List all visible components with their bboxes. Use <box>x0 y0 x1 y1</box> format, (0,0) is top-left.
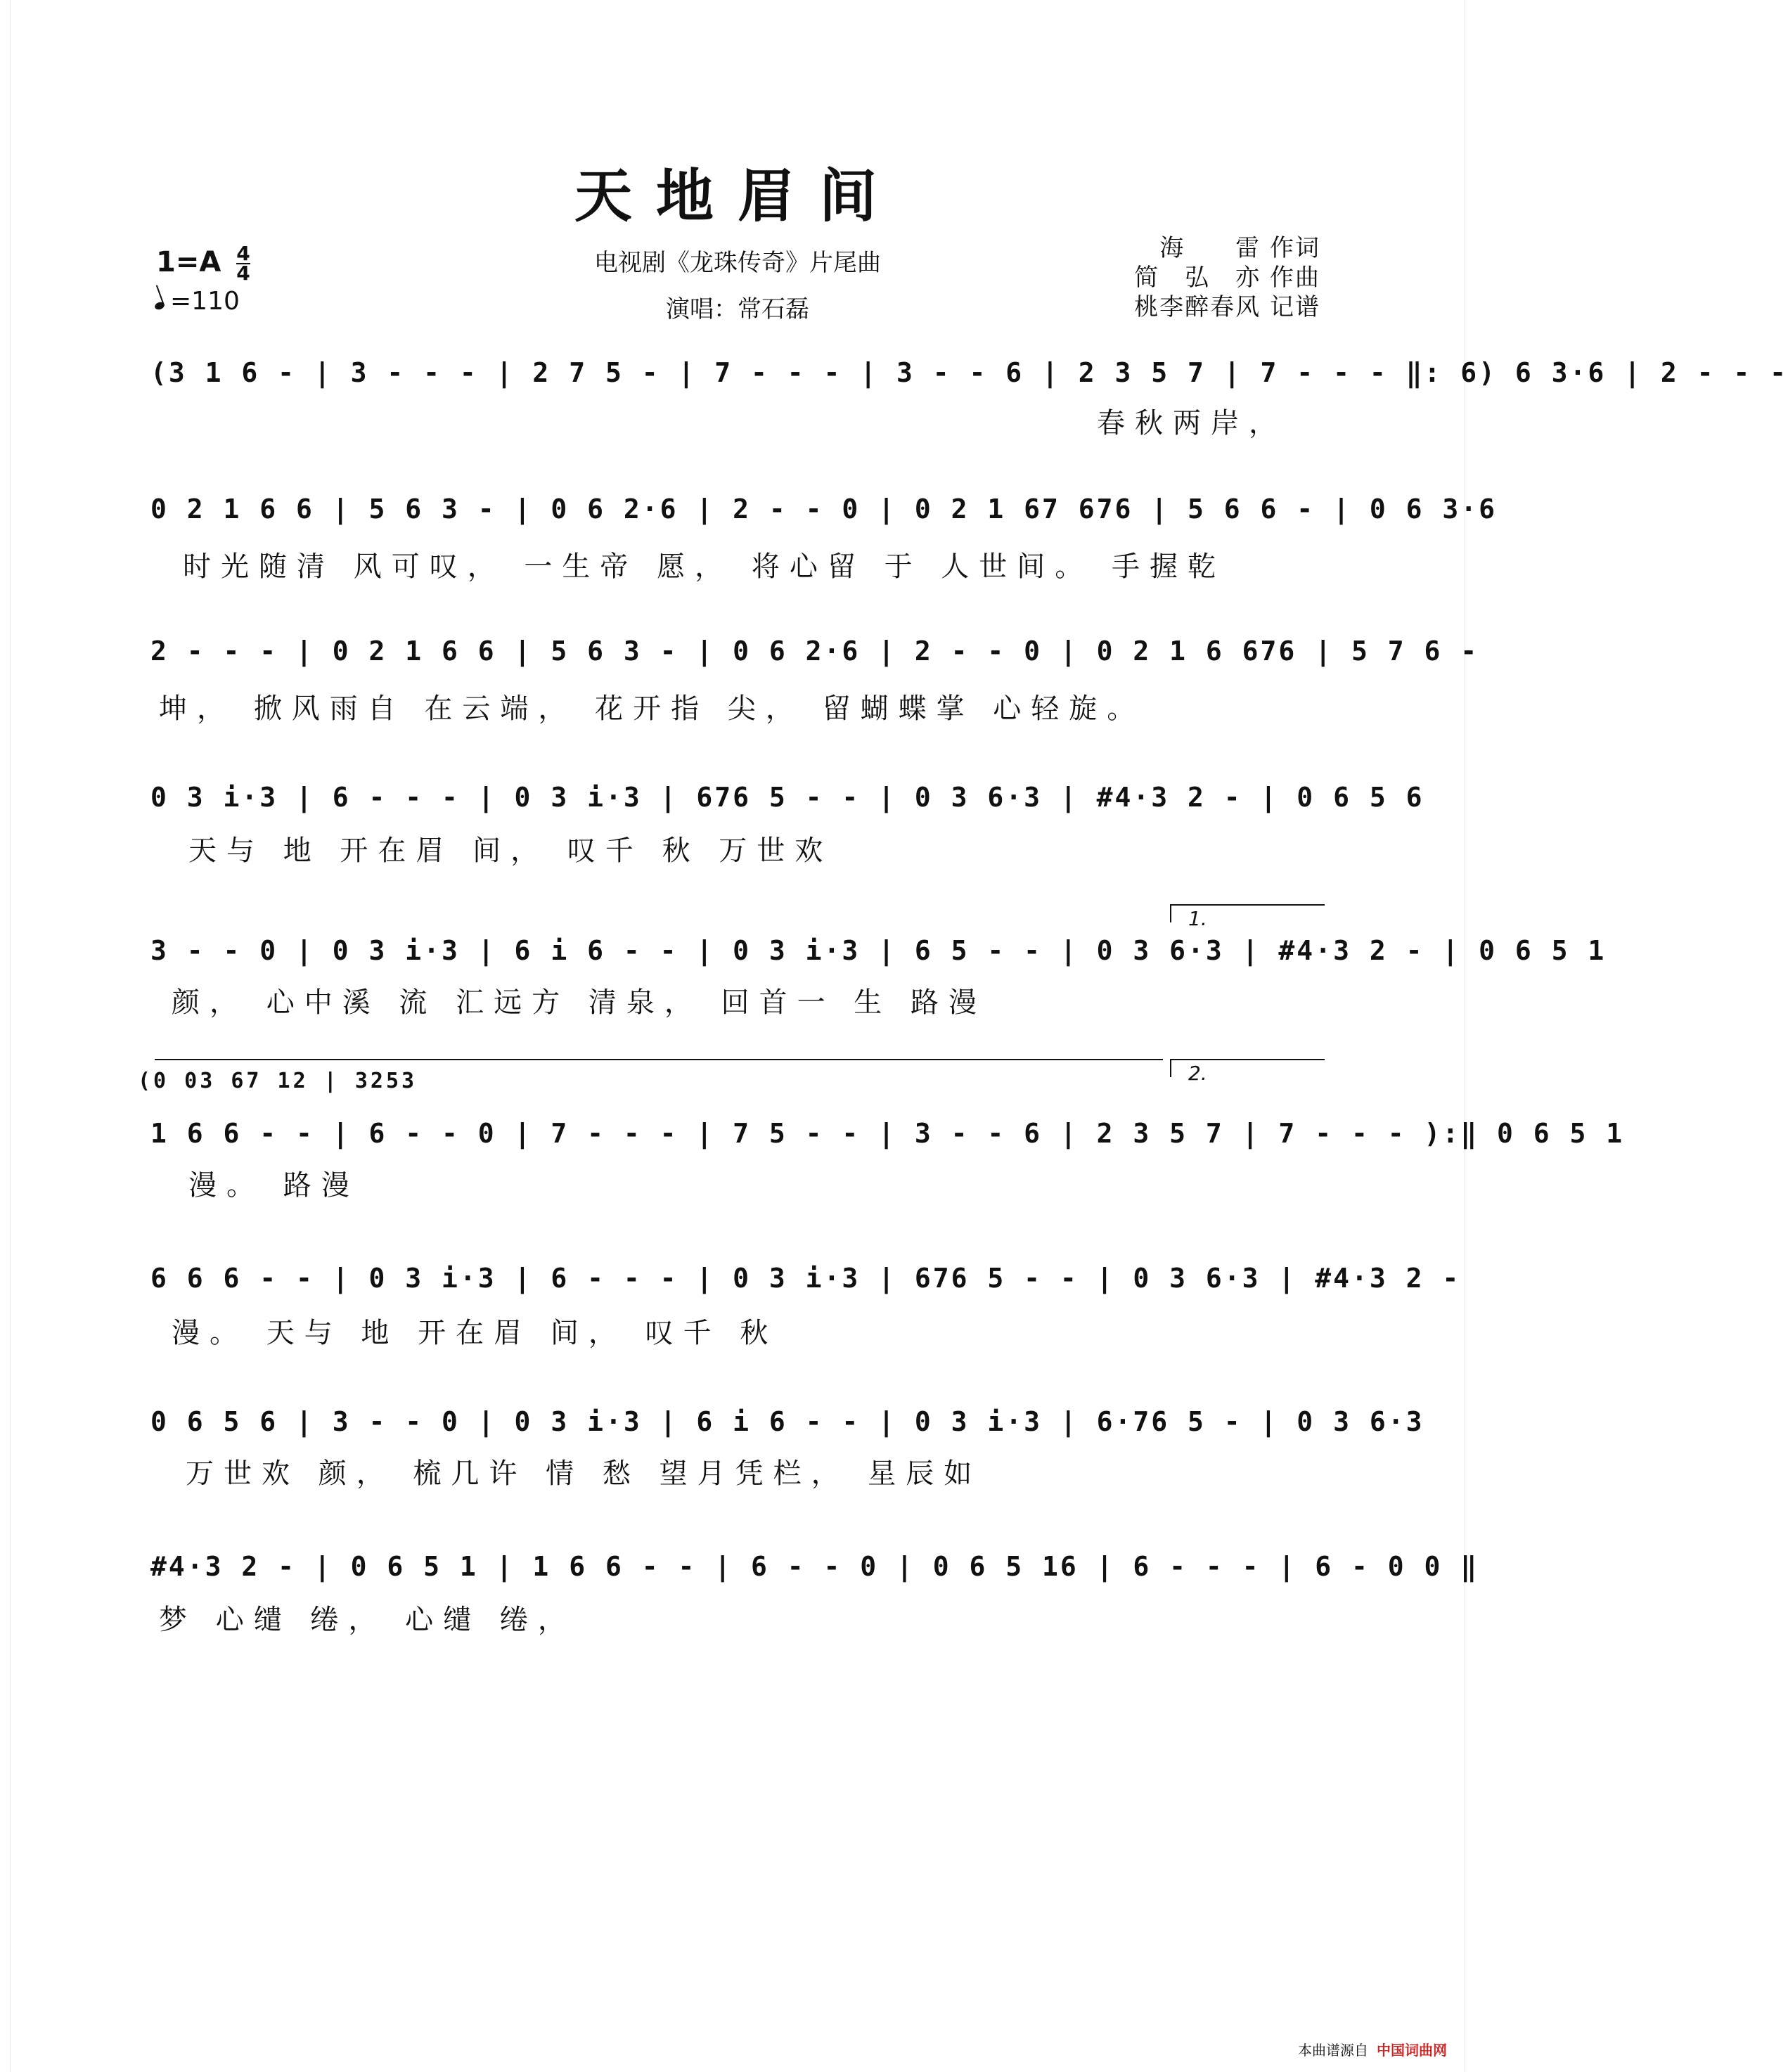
score-system-4 <box>150 782 1424 831</box>
notation-line: #4·3 2 - | 0 6 5 1 | 1 6 6 - - | 6 - - 0 | 0 6 5 16 | 6 - - - | 6 - 0 0 ‖ <box>150 1551 1479 1582</box>
score-system-7 <box>150 1263 1461 1312</box>
tempo-value: =110 <box>170 287 240 316</box>
ossia-notation: (0 03 67 12 | 3253 <box>138 1069 418 1093</box>
notation-line: 2 - - - | 0 2 1 6 6 | 5 6 3 - | 0 6 2·6 | 2 - - 0 | 0 2 1 6 676 | 5 7 6 - <box>150 636 1479 667</box>
composer-credit: 简 弘 亦 作曲 <box>1134 264 1320 292</box>
lyric-line-4: 天与 地 开在眉 间， 叹千 秋 万世欢 <box>188 835 833 867</box>
notation-line: 6 6 6 - - | 0 3 i·3 | 6 - - - | 0 3 i·3 | 676 5 - - | 0 3 6·3 | #4·3 2 - <box>150 1263 1461 1294</box>
notation-line: (3 1 6 - | 3 - - - | 2 7 5 - | 7 - - - | 3 - - 6 | 2 3 5 7 | 7 - - - ‖: 6) 6 3·6 | 2 - - - <box>150 357 1788 388</box>
key-label: 1=A <box>156 246 221 278</box>
score-system-5 <box>150 935 1607 984</box>
page-footer <box>1298 2039 1447 2059</box>
time-denominator: 4 <box>236 262 250 285</box>
site-name[interactable]: 中国词曲网 <box>1377 2042 1447 2059</box>
score-system-8 <box>150 1406 1424 1455</box>
transcriber-credit: 桃李醉春风 记谱 <box>1134 293 1320 321</box>
source-label: 本曲谱源自 <box>1298 2042 1368 2059</box>
subtitle: 电视剧《龙珠传奇》片尾曲 <box>594 249 881 277</box>
notation-line: 1 6 6 - - | 6 - - 0 | 7 - - - | 7 5 - - | 3 - - 6 | 2 3 5 7 | 7 - - - ):‖ 0 6 5 1 <box>150 1118 1625 1149</box>
notation-line: 0 6 5 6 | 3 - - 0 | 0 3 i·3 | 6 i 6 - - | 0 3 i·3 | 6·76 5 - | 0 3 6·3 <box>150 1406 1424 1437</box>
lyric-line-5: 颜， 心中溪 流 汇远方 清泉， 回首一 生 路漫 <box>172 986 987 1019</box>
notation-line: 3 - - 0 | 0 3 i·3 | 6 i 6 - - | 0 3 i·3 | 6 5 - - | 0 3 6·3 | #4·3 2 - | 0 6 5 1 <box>150 935 1607 966</box>
score-system-3 <box>150 636 1479 685</box>
score-system-1 <box>150 357 1788 406</box>
lyric-line-9: 梦 心缱 绻， 心缱 绻， <box>159 1604 576 1636</box>
singer: 演唱：常石磊 <box>666 295 809 323</box>
ossia-line <box>155 1059 1163 1060</box>
time-numerator: 4 <box>236 242 250 265</box>
lyric-line-8: 万世欢 颜， 梳几许 情 愁 望月凭栏， 星辰如 <box>186 1458 982 1490</box>
lyricist-credit: 海 雷 作词 <box>1159 234 1320 262</box>
lyric-line-2: 时光随清 风可叹， 一生帝 愿， 将心留 于 人世间。 手握乾 <box>183 551 1226 583</box>
credits <box>1134 233 1320 322</box>
lyric-line-7: 漫。 天与 地 开在眉 间， 叹千 秋 <box>172 1317 778 1349</box>
song-title: 天地眉间 <box>574 162 901 230</box>
notation-line: 0 2 1 6 6 | 5 6 3 - | 0 6 2·6 | 2 - - 0 | 0 2 1 67 676 | 5 6 6 - | 0 6 3·6 <box>150 494 1497 525</box>
score-system-2 <box>150 494 1497 543</box>
volta-1-bracket <box>1170 904 1325 922</box>
volta-1-label: 1. <box>1188 907 1207 930</box>
score-system-6 <box>150 1118 1625 1167</box>
lyric-line-1: 春秋两岸， <box>1097 407 1287 439</box>
score-system-9 <box>150 1551 1479 1600</box>
lyric-line-6: 漫。 路漫 <box>188 1169 359 1202</box>
notation-line: 0 3 i·3 | 6 - - - | 0 3 i·3 | 676 5 - - | 0 3 6·3 | #4·3 2 - | 0 6 5 6 <box>150 782 1424 813</box>
volta-2-label: 2. <box>1188 1062 1207 1085</box>
lyric-line-3: 坤， 掀风雨自 在云端， 花开指 尖， 留蝴蝶掌 心轻旋。 <box>159 693 1145 725</box>
